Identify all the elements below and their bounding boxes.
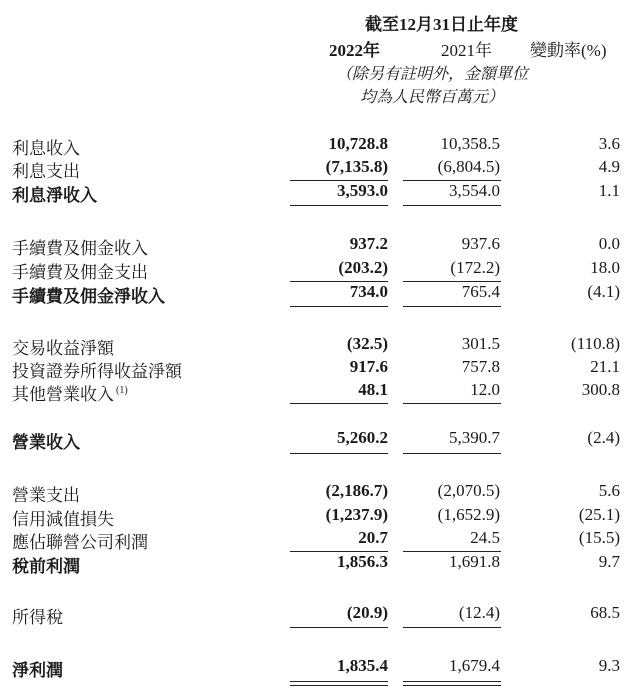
row-label: [12, 380, 128, 405]
row-label-text: 其他營業收入: [12, 385, 114, 404]
subtotal-rule: [290, 627, 388, 628]
unit-note-line1: （除另有註明外，金額單位: [336, 66, 529, 83]
value-2022: (2,186.7): [325, 481, 388, 500]
table-row: [0, 603, 644, 627]
table-row: [0, 481, 644, 505]
subtotal-rule: [403, 627, 501, 628]
value-2021: 937.6: [461, 234, 500, 253]
row-label: 利息淨收入: [12, 186, 97, 205]
row-label: 利息收入: [12, 139, 80, 158]
table-row: [0, 282, 644, 306]
unit-note-line2: 均為人民幣百萬元）: [360, 89, 505, 106]
column-header-2022: 2022年: [329, 41, 380, 60]
row-label: 手續費及佣金支出: [12, 263, 148, 282]
table-row: [0, 181, 644, 205]
value-2022: 917.6: [349, 357, 388, 376]
value-2021: 5,390.7: [449, 428, 500, 447]
value-2022: 1,856.3: [337, 552, 388, 571]
row-label: 手續費及佣金收入: [12, 239, 148, 258]
row-label: 營業支出: [12, 486, 80, 505]
change-rate: (15.5): [578, 528, 620, 547]
change-rate: 4.9: [598, 157, 620, 176]
row-label: 信用減值損失: [12, 510, 114, 529]
value-2021: (1,652.9): [437, 505, 500, 524]
change-rate: (4.1): [587, 282, 620, 301]
value-2021: 301.5: [461, 334, 500, 353]
change-rate: 18.0: [590, 258, 620, 277]
value-2022: 5,260.2: [337, 428, 388, 447]
value-2022: (1,237.9): [325, 505, 388, 524]
row-label: 稅前利潤: [12, 557, 80, 576]
value-2022: (7,135.8): [325, 157, 388, 176]
value-2021: (172.2): [450, 258, 500, 277]
value-2022: 10,728.8: [328, 134, 388, 153]
table-row: [0, 380, 644, 404]
table-row: [0, 528, 644, 552]
value-2021: 12.0: [470, 380, 500, 399]
subtotal-rule: [403, 306, 501, 307]
change-rate: (25.1): [578, 505, 620, 524]
value-2021: (12.4): [458, 603, 500, 622]
value-2021: 10,358.5: [440, 134, 500, 153]
change-rate: (110.8): [571, 334, 620, 353]
row-label: 營業收入: [12, 433, 80, 452]
double-rule-bottom: [290, 685, 388, 686]
row-label: 應佔聯營公司利潤: [12, 533, 148, 552]
change-rate: 1.1: [598, 181, 620, 200]
column-header-change: 變動率(%): [530, 41, 607, 60]
subtotal-rule: [403, 205, 501, 206]
subtotal-rule: [290, 453, 388, 454]
value-2021: 3,554.0: [449, 181, 500, 200]
value-2022: 1,835.4: [337, 656, 388, 675]
change-rate: (2.4): [587, 428, 620, 447]
table-row: [0, 505, 644, 529]
double-rule-top: [290, 681, 388, 682]
table-row: [0, 428, 644, 452]
subtotal-rule: [403, 403, 501, 404]
value-2022: (32.5): [346, 334, 388, 353]
change-rate: 9.7: [598, 552, 620, 571]
change-rate: 5.6: [598, 481, 620, 500]
double-rule-top: [403, 681, 501, 682]
value-2022: 48.1: [358, 380, 388, 399]
row-label: 所得稅: [12, 608, 63, 627]
table-row: [0, 258, 644, 282]
double-rule-bottom: [403, 685, 501, 686]
table-row: [0, 357, 644, 381]
value-2022: (203.2): [338, 258, 388, 277]
change-rate: 300.8: [581, 380, 620, 399]
value-2022: (20.9): [346, 603, 388, 622]
subtotal-rule: [290, 403, 388, 404]
value-2022: 734.0: [349, 282, 388, 301]
change-rate: 0.0: [598, 234, 620, 253]
change-rate: 9.3: [598, 656, 620, 675]
value-2021: 24.5: [470, 528, 500, 547]
value-2022: 3,593.0: [337, 181, 388, 200]
change-rate: 21.1: [590, 357, 620, 376]
value-2022: 937.2: [349, 234, 388, 253]
table-row: [0, 334, 644, 358]
change-rate: 68.5: [590, 603, 620, 622]
change-rate: 3.6: [598, 134, 620, 153]
table-row: [0, 552, 644, 576]
row-label: 利息支出: [12, 162, 80, 181]
value-2021: 1,679.4: [449, 656, 500, 675]
footnote-marker: (1): [116, 385, 128, 397]
row-label: 淨利潤: [12, 661, 63, 680]
table-row: [0, 234, 644, 258]
value-2021: (6,804.5): [437, 157, 500, 176]
value-2021: 757.8: [461, 357, 500, 376]
subtotal-rule: [403, 453, 501, 454]
column-header-2021: 2021年: [441, 41, 492, 60]
value-2021: 765.4: [461, 282, 500, 301]
row-label: 手續費及佣金淨收入: [12, 287, 165, 306]
subtotal-rule: [290, 306, 388, 307]
value-2021: (2,070.5): [437, 481, 500, 500]
row-label: 交易收益淨額: [12, 339, 114, 358]
table-row: [0, 157, 644, 181]
subtotal-rule: [290, 205, 388, 206]
period-header: 截至12月31日止年度: [365, 15, 518, 34]
row-label: 投資證券所得收益淨額: [12, 362, 182, 381]
value-2022: 20.7: [358, 528, 388, 547]
table-row: [0, 656, 644, 680]
table-row: [0, 134, 644, 158]
value-2021: 1,691.8: [449, 552, 500, 571]
